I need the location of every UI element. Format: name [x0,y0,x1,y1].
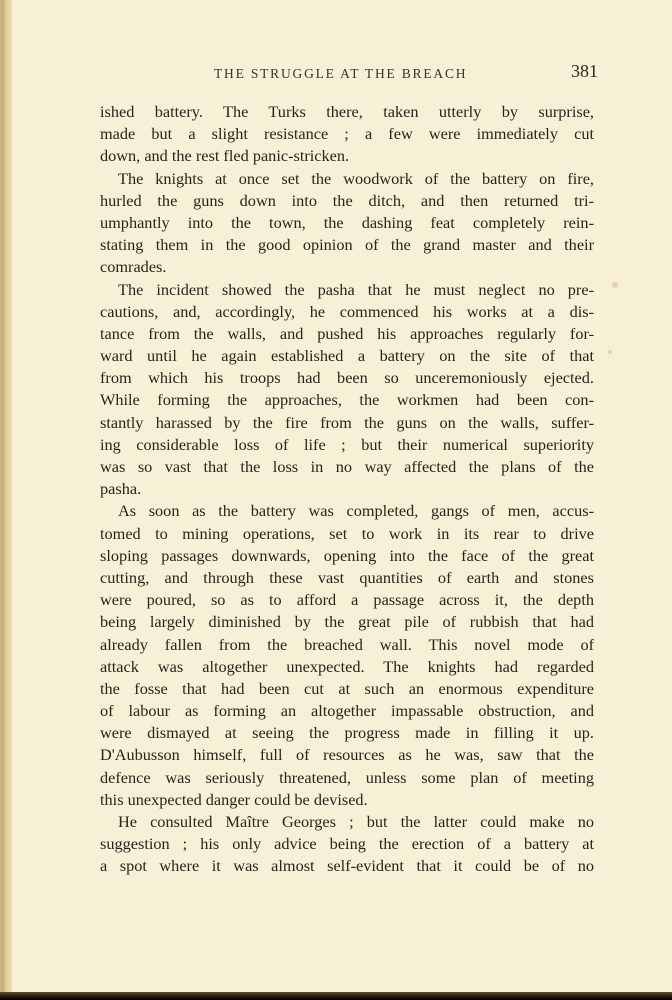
text-line: sloping passages downwards, opening into the face of the great [100,545,594,565]
text-line: down, and the rest fled panic-stricken. [100,146,350,166]
paper-blemish [612,282,618,288]
text-line: ward until he again established a battery on the site of that [100,346,594,366]
text-line: already fallen from the breached wall. This novel mode of [100,634,594,654]
text-line: While forming the approaches, the workmen had been con- [100,390,594,410]
text-line: being largely diminished by the great pile of rubbish that had [100,612,594,632]
text-line: was so vast that the loss in no way affected the plans of the [100,457,594,476]
book-binding-edge [0,0,12,1000]
text-line: were dismayed at seeing the progress made in filling it up. [100,723,594,743]
text-line: this unexpected danger could be devised. [100,789,368,809]
text-line: cautions, and, accordingly, he commenced his works at a dis- [100,301,594,321]
text-line: suggestion ; his only advice being the erection of a battery at [100,834,594,854]
text-line: He consulted Maître Georges ; but the latter could make no [118,812,594,831]
text-line: pasha. [100,479,142,499]
text-line: a spot where it was almost self-evident that it could be of no [100,856,594,876]
paper-blemish [608,350,612,354]
text-line: hurled the guns down into the ditch, and then returned tri- [100,190,594,210]
page-bottom-edge [0,992,672,1000]
text-line: As soon as the battery was completed, gangs of men, accus- [118,501,594,521]
text-line: ished battery. The Turks there, taken utterly by surprise, [100,102,594,121]
text-line: attack was altogether unexpected. The knights had regarded [100,656,594,676]
text-line: D'Aubusson himself, full of resources as he was, saw that the [100,745,594,765]
text-line: comrades. [100,257,167,277]
text-line: The incident showed the pasha that he must neglect no pre- [118,279,594,299]
text-line: cutting, and through these vast quantities of earth and stones [100,567,594,587]
text-line: of labour as forming an altogether impassable obstruction, and [100,701,594,721]
text-line: the fosse that had been cut at such an enormous expenditure [100,678,594,698]
running-head: THE STRUGGLE AT THE BREACH [214,66,468,81]
text-line: ing considerable loss of life ; but their numerical superiority [100,434,594,454]
text-line: The knights at once set the woodwork of the battery on fire, [118,168,594,188]
text-line: tance from the walls, and pushed his approaches regularly for- [100,323,594,343]
text-line: from which his troops had been so unceremoniously ejected. [100,368,594,388]
body-text [100,101,594,878]
text-line: stating them in the good opinion of the grand master and their [100,235,594,255]
text-line: tomed to mining operations, set to work in its rear to drive [100,523,594,543]
text-line: umphantly into the town, the dashing feat completely rein- [100,212,594,232]
text-line: made but a slight resistance ; a few were immediately cut [100,124,594,144]
text-line: stantly harassed by the fire from the guns on the walls, suffer- [100,412,594,432]
page-header [100,62,598,86]
page-number: 381 [571,61,598,81]
text-line: were poured, so as to afford a passage across it, the depth [100,590,594,610]
text-line: defence was seriously threatened, unless some plan of meeting [100,767,594,787]
